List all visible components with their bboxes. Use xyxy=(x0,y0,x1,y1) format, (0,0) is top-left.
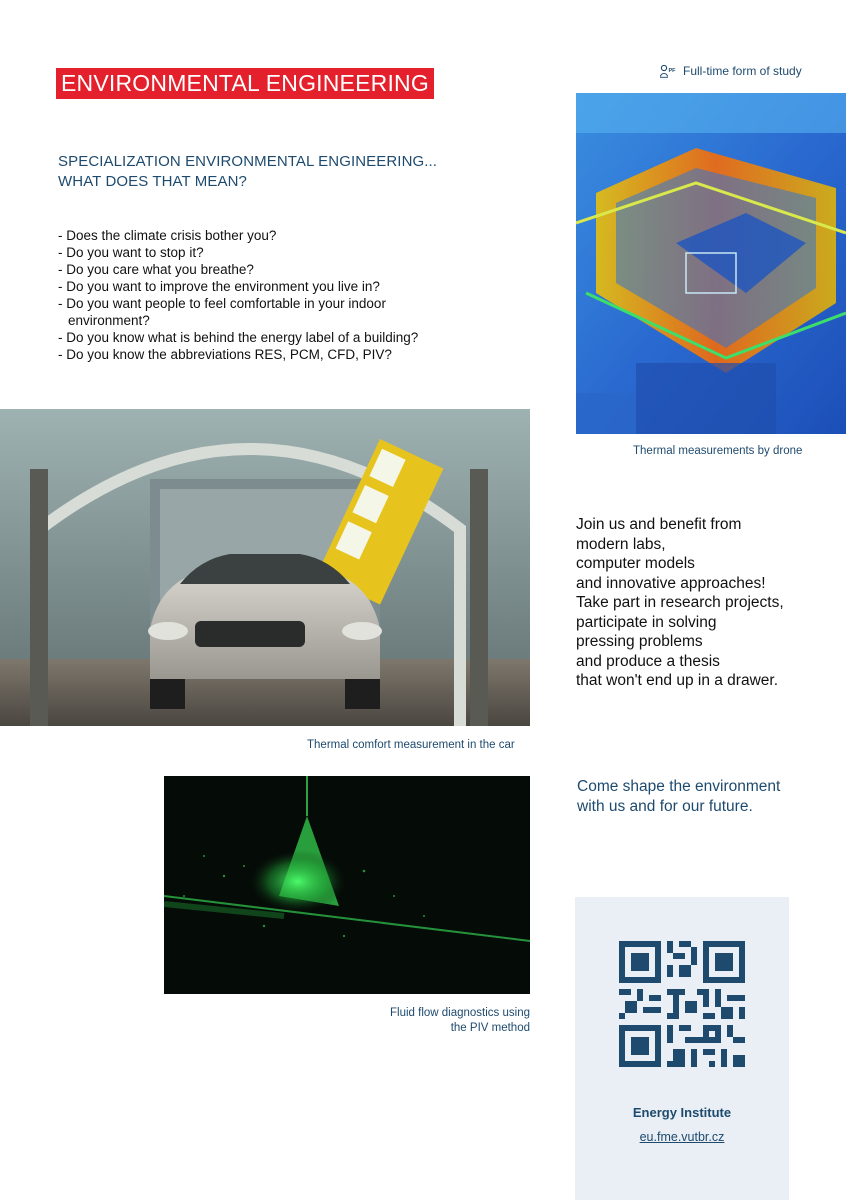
question-item: - Do you know what is behind the energy label of a building? xyxy=(58,330,419,345)
question-item: - Do you care what you breathe? xyxy=(58,262,254,277)
subhead-line-2: WHAT DOES THAT MEAN? xyxy=(58,173,247,190)
car-lab-photo xyxy=(0,409,530,726)
closing-line-2: with us and for our future. xyxy=(577,797,753,815)
promo-line: and produce a thesis xyxy=(576,652,720,670)
drone-caption: Thermal measurements by drone xyxy=(633,445,803,457)
piv-caption xyxy=(330,1006,530,1036)
question-item: - Do you want to improve the environment you live in? xyxy=(58,279,380,294)
org-name: Energy Institute xyxy=(632,1105,732,1120)
promo-line: modern labs, xyxy=(576,535,666,553)
question-item: - Does the climate crisis bother you? xyxy=(58,228,277,243)
question-item: - Do you know the abbreviations RES, PCM, CFD, PIV? xyxy=(58,347,392,362)
piv-photo xyxy=(164,776,530,994)
question-list xyxy=(58,227,458,363)
promo-line: computer models xyxy=(576,555,695,572)
promo-line: pressing problems xyxy=(576,633,703,650)
closing-text xyxy=(577,777,827,816)
promo-line: that won't end up in a drawer. xyxy=(576,672,779,689)
promo-line: and innovative approaches! xyxy=(576,574,766,592)
study-form-label xyxy=(660,64,802,78)
subhead-line-1: SPECIALIZATION ENVIRONMENTAL ENGINEERING... xyxy=(58,153,438,170)
promo-line: Take part in research projects, xyxy=(576,594,784,611)
website-link[interactable]: eu.fme.vutbr.cz xyxy=(639,1130,725,1144)
qr-code-icon[interactable] xyxy=(619,941,745,1067)
piv-caption-line-2: the PIV method xyxy=(450,1022,530,1034)
thermal-drone-photo xyxy=(576,93,846,434)
person-pf-icon xyxy=(660,64,678,78)
study-form-text: Full-time form of study xyxy=(683,64,802,78)
closing-line-1: Come shape the environment xyxy=(577,778,781,795)
page-title: ENVIRONMENTAL ENGINEERING xyxy=(56,68,434,99)
section-subheading xyxy=(58,152,478,192)
question-item: - Do you want to stop it? xyxy=(58,245,204,260)
promo-line: participate in solving xyxy=(576,613,717,631)
piv-caption-line-1: Fluid flow diagnostics using xyxy=(390,1007,530,1019)
question-item: - Do you want people to feel comfortable in your indoor environment? xyxy=(58,296,386,328)
svg-text:PF: PF xyxy=(668,68,676,74)
promo-line: Join us and benefit from xyxy=(576,516,742,533)
car-caption: Thermal comfort measurement in the car xyxy=(307,739,515,751)
promo-text xyxy=(576,515,826,691)
